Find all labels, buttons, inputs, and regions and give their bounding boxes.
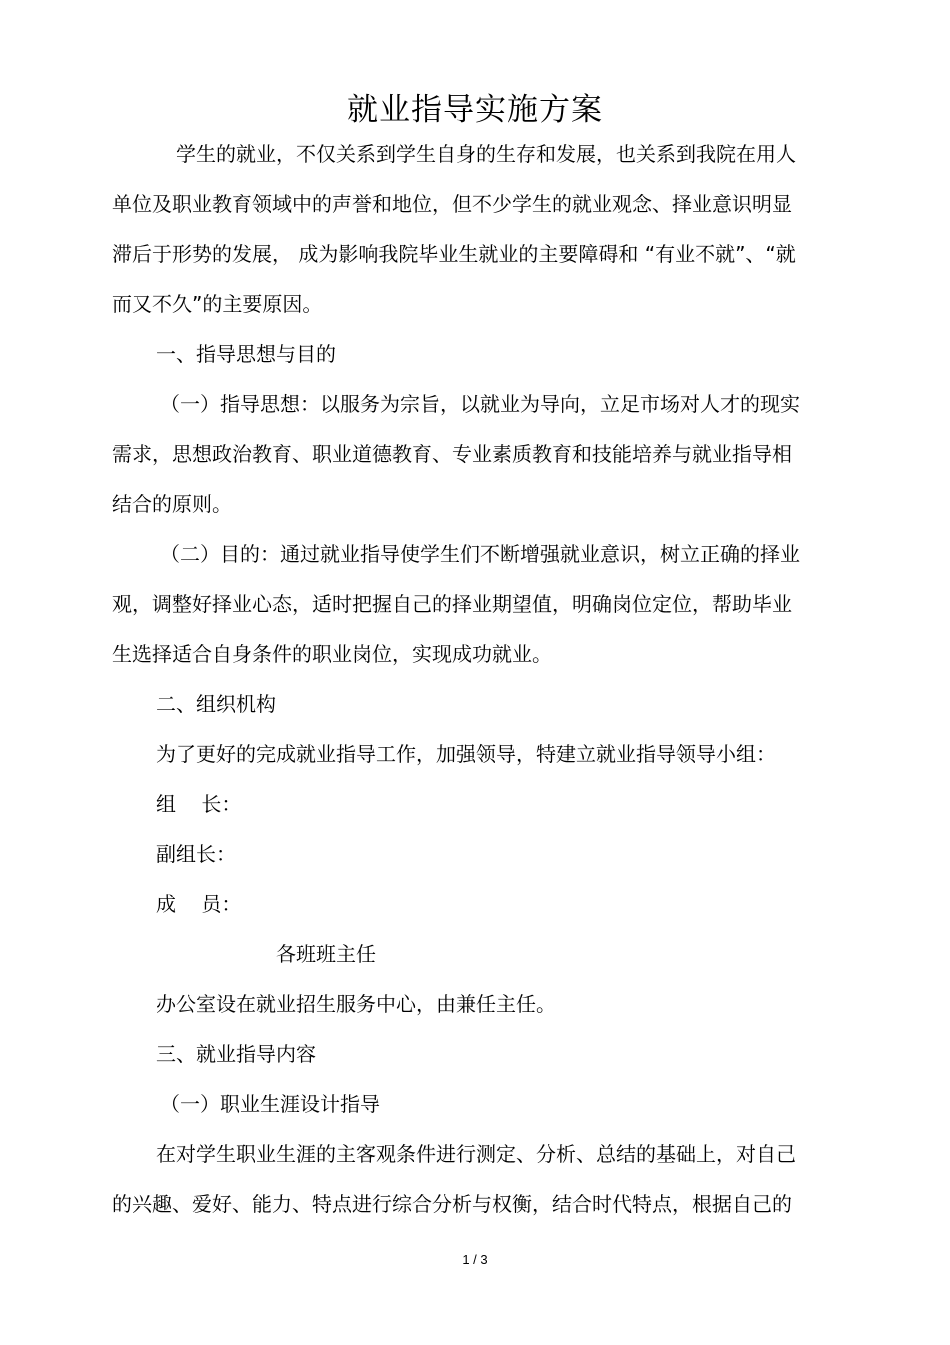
paragraph-line: 生选择适合自身条件的职业岗位，实现成功就业。	[112, 642, 552, 666]
paragraph-line: 滞后于形势的发展， 成为影响我院毕业生就业的主要障碍和 “有业不就”、“就	[112, 242, 796, 266]
paragraph-line: （二）目的：通过就业指导使学生们不断增强就业意识，树立正确的择业	[160, 542, 800, 566]
section-heading: 二、组织机构	[156, 692, 276, 716]
paragraph-line: 办公室设在就业招生服务中心，由兼任主任。	[156, 992, 556, 1016]
paragraph-line: （一）指导思想：以服务为宗旨，以就业为导向，立足市场对人才的现实	[160, 392, 800, 416]
section-heading: 一、指导思想与目的	[156, 342, 336, 366]
page-number: 1 / 3	[462, 1252, 488, 1267]
paragraph-line: 单位及职业教育领域中的声誉和地位，但不少学生的就业观念、择业意识明显	[112, 192, 792, 216]
paragraph-line: 结合的原则。	[112, 492, 232, 516]
paragraph-line: 的兴趣、爱好、能力、特点进行综合分析与权衡，结合时代特点，根据自己的	[112, 1192, 792, 1216]
subsection-heading: （一）职业生涯设计指导	[160, 1092, 380, 1116]
paragraph-line: 而又不久”的主要原因。	[112, 292, 323, 316]
deputy-leader-label: 副组长：	[156, 842, 236, 866]
group-leader-label: 组 长：	[156, 792, 242, 816]
section-heading: 三、就业指导内容	[156, 1042, 316, 1066]
paragraph-line: 学生的就业，不仅关系到学生自身的生存和发展，也关系到我院在用人	[176, 142, 796, 166]
paragraph-line: 为了更好的完成就业指导工作，加强领导，特建立就业指导领导小组：	[156, 742, 776, 766]
members-value: 各班班主任	[276, 942, 376, 966]
document-title: 就业指导实施方案	[347, 92, 603, 128]
paragraph-line: 需求，思想政治教育、职业道德教育、专业素质教育和技能培养与就业指导相	[112, 442, 792, 466]
paragraph-line: 观，调整好择业心态，适时把握自己的择业期望值，明确岗位定位，帮助毕业	[112, 592, 792, 616]
paragraph-line: 在对学生职业生涯的主客观条件进行测定、分析、总结的基础上，对自己	[156, 1142, 796, 1166]
members-label: 成 员：	[156, 892, 242, 916]
